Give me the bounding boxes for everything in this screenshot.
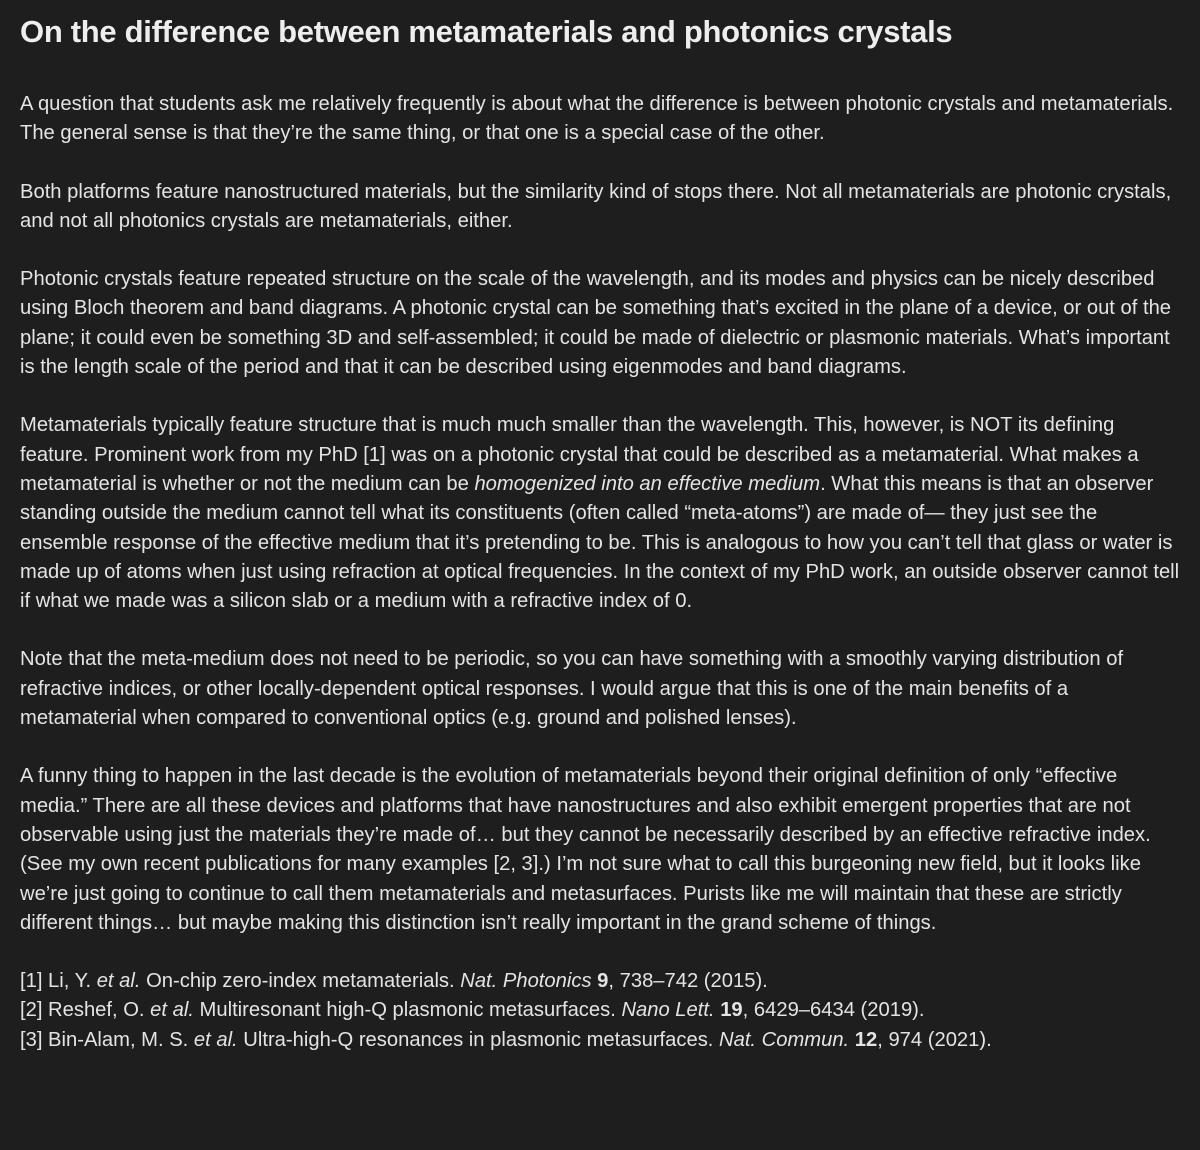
article-title: On the difference between metamaterials and photonics crystals	[20, 14, 953, 49]
paragraph-evolution: A funny thing to happen in the last decade is the evolution of metamaterials beyond their original definition of only “effective media.” There are all these devices and platforms that have nanostructures and also exhibit emergent properties that are not observable using just the materials they’re made of… but they cannot be necessarily described by an effective refractive index. (See my own recent publications for many examples [2, 3].) I’m not sure what to call this burgeoning new field, but it looks like we’re just going to continue to call them metamaterials and metasurfaces. Purists like me will maintain that these are strictly different things… but maybe making this distinction isn’t really important in the grand scheme of things.	[20, 765, 1151, 934]
reference-pages-year: , 974 (2021).	[877, 1028, 992, 1051]
reference-title: Multiresonant high-Q plasmonic metasurfaces.	[193, 999, 622, 1022]
reference-title: On-chip zero-index metamaterials.	[140, 970, 461, 993]
reference-etal: et al.	[150, 999, 194, 1022]
paragraph-metamaterials	[20, 411, 1184, 616]
reference-etal: et al.	[96, 970, 141, 993]
reference-title: Ultra-high-Q resonances in plasmonic metasurfaces.	[237, 1028, 720, 1051]
reference-label: [1] Li, Y.	[20, 970, 97, 993]
reference-journal: Nat. Commun.	[719, 1028, 850, 1051]
reference-pages-year: , 738–742 (2015).	[608, 970, 768, 993]
paragraph-metamaterials-text-continued: . What this means is that an observer standing outside the medium cannot tell what its constituents (often called “meta-atoms”) are made of— they just see the ensemble response of the effective medium that it’s pretending to be. This is analogous to how you can’t tell that glass or water is made up of atoms when just using refraction at optical frequencies. In the context of my PhD work, an outside observer cannot tell if what we made was a silicon slab or a medium with a refractive index of 0.	[20, 472, 1180, 613]
reference-journal: Nano Lett.	[621, 999, 715, 1022]
reference-etal: et al.	[193, 1028, 238, 1051]
reference-label: [3] Bin-Alam, M. S.	[20, 1028, 194, 1051]
paragraph-intro: A question that students ask me relatively frequently is about what the difference is between photonic crystals and metamaterials. The general sense is that they’re the same thing, or that one is a special case of the other.	[20, 93, 1174, 145]
paragraph-metamaterials-emphasis: homogenized into an effective medium	[474, 472, 821, 495]
reference-label: [2] Reshef, O.	[20, 999, 151, 1022]
references-list	[20, 967, 1184, 1055]
paragraph-meta-medium: Note that the meta-medium does not need to be periodic, so you can have something with a smoothly varying distribution of refractive indices, or other locally-dependent optical responses. I would argue that this is one of the main benefits of a metamaterial when compared to conventional optics (e.g. ground and polished lenses).	[20, 648, 1124, 730]
paragraph-photonic-crystals: Photonic crystals feature repeated structure on the scale of the wavelength, and its modes and physics can be nicely described using Bloch theorem and band diagrams. A photonic crystal can be something that’s excited in the plane of a device, or out of the plane; it could even be something 3D and self-assembled; it could be made of dielectric or plasmonic materials. What’s important is the length scale of the period and that it can be described using eigenmodes and band diagrams.	[20, 268, 1172, 379]
reference-item	[20, 967, 1184, 996]
paragraph-similarity: Both platforms feature nanostructured materials, but the similarity kind of stops there. Not all metamaterials are photonic crystals, and not all photonics crystals are metamaterials, either.	[20, 180, 1172, 232]
reference-item	[20, 996, 1184, 1025]
reference-item	[20, 1026, 1184, 1055]
reference-volume: 12	[854, 1028, 878, 1051]
reference-volume: 9	[597, 970, 609, 993]
reference-journal: Nat. Photonics	[460, 970, 592, 993]
paragraph-metamaterials-text: Metamaterials typically feature structure that is much much smaller than the wavelength. This, however, is NOT its defining feature. Prominent work from my PhD [1] was on a photonic crystal that could be described as a metamaterial. What makes a metamaterial is whether or not the medium can be	[20, 414, 1139, 495]
reference-pages-year: , 6429–6434 (2019).	[742, 999, 925, 1022]
reference-volume: 19	[720, 999, 743, 1022]
